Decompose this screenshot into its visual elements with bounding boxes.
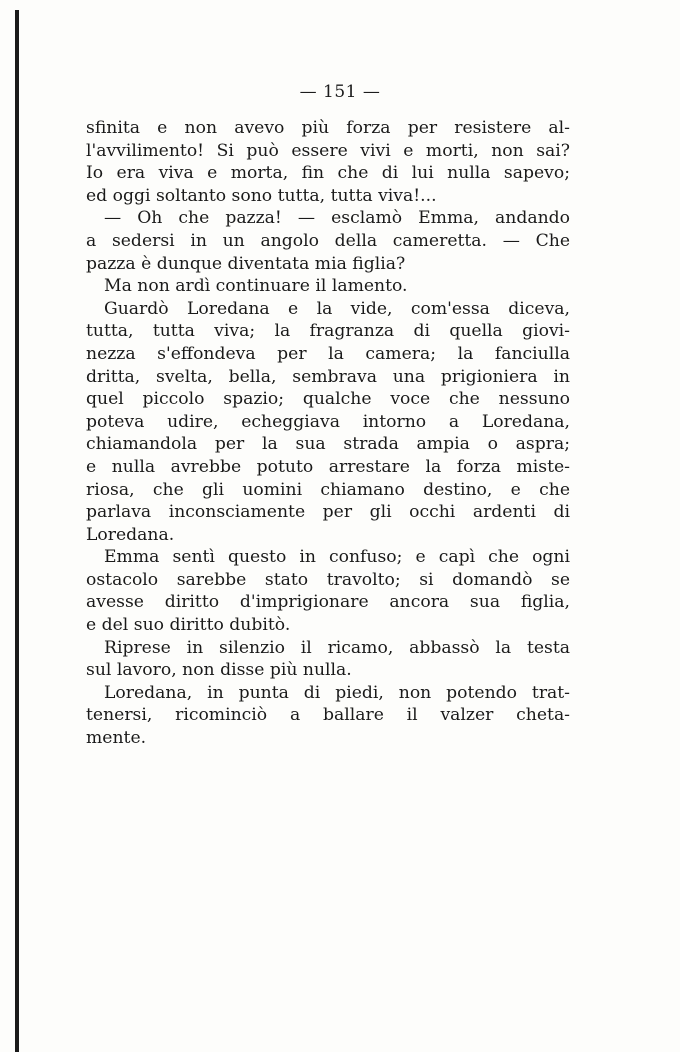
text-line: l'avvilimento! Si può essere vivi e morti, non sai?	[86, 140, 570, 161]
text-line: Ma non ardì continuare il lamento.	[104, 276, 408, 297]
body-text	[86, 117, 570, 750]
text-line: Riprese in silenzio il ricamo, abbassò la testa	[104, 637, 570, 658]
text-line: mente.	[86, 728, 147, 749]
text-line: a sedersi in un angolo della cameretta. — Che	[86, 230, 570, 251]
text-line: Io era viva e morta, fin che di lui nulla sapevo;	[86, 163, 570, 184]
text-line: dritta, svelta, bella, sembrava una prigioniera in	[86, 366, 570, 387]
binding-gutter	[15, 10, 19, 1052]
page-number: — 151 —	[299, 82, 381, 102]
text-line: sfinita e non avevo più forza per resistere al-	[86, 118, 570, 138]
text-line: tenersi, ricominciò a ballare il valzer cheta-	[86, 705, 570, 726]
text-line: riosa, che gli uomini chiamano destino, e che	[86, 479, 570, 500]
text-line: avesse diritto d'imprigionare ancora sua figlia,	[86, 592, 570, 613]
text-line: Loredana.	[86, 524, 175, 545]
text-line: nezza s'effondeva per la camera; la fanciulla	[86, 343, 570, 364]
text-line: poteva udire, echeggiava intorno a Loredana,	[86, 411, 570, 432]
text-line: Emma sentì questo in confuso; e capì che ogni	[104, 547, 570, 568]
text-line: sul lavoro, non disse più nulla.	[86, 660, 352, 681]
text-line: pazza è dunque diventata mia figlia?	[86, 253, 406, 274]
text-line: Loredana, in punta di piedi, non potendo trat-	[104, 682, 570, 703]
text-line: tutta, tutta viva; la fragranza di quella giovi-	[86, 321, 570, 342]
text-line: ed oggi soltanto sono tutta, tutta viva!...	[86, 185, 437, 206]
text-line: e del suo diritto dubitò.	[86, 615, 291, 636]
text-line: parlava inconsciamente per gli occhi ardenti di	[86, 502, 570, 523]
text-line: ostacolo sarebbe stato travolto; si domandò se	[86, 569, 570, 590]
text-line: Guardò Loredana e la vide, com'essa diceva,	[104, 298, 570, 319]
text-line: chiamandola per la sua strada ampia o aspra;	[86, 434, 570, 455]
text-line: quel piccolo spazio; qualche voce che nessuno	[86, 389, 570, 410]
text-line: e nulla avrebbe potuto arrestare la forza miste-	[86, 456, 570, 477]
text-line: — Oh che pazza! — esclamò Emma, andando	[104, 208, 570, 229]
